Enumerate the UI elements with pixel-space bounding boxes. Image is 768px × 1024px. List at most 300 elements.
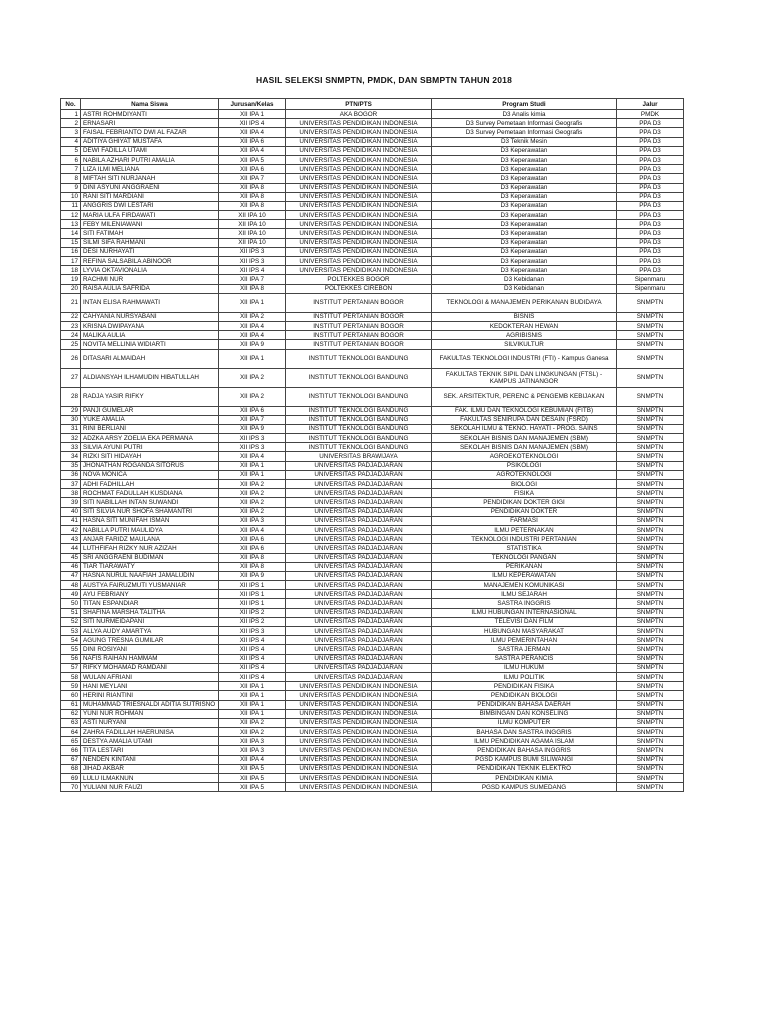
cell-jalur: SNMPTN [617,443,684,452]
cell-jalur: SNMPTN [617,672,684,681]
table-row [61,516,684,525]
cell-jalur: SNMPTN [617,599,684,608]
cell-program-studi: TEKNOLOGI & MANAJEMEN PERIKANAN BUDIDAYA [432,293,617,312]
cell-jalur: SNMPTN [617,636,684,645]
cell-no: 60 [61,691,81,700]
cell-jalur: SNMPTN [617,709,684,718]
cell-ptn-pts: INSTITUT TEKNOLOGI BANDUNG [286,434,432,443]
cell-nama-siswa: LIZA ILMI MELIANA [81,165,219,174]
cell-no: 43 [61,535,81,544]
cell-program-studi: HUBUNGAN MASYARAKAT [432,627,617,636]
cell-program-studi: PENDIDIKAN TEKNIK ELEKTRO [432,764,617,773]
cell-ptn-pts: UNIVERSITAS PENDIDIKAN INDONESIA [286,682,432,691]
cell-jurusan-kelas: XII IPS 3 [219,627,286,636]
cell-nama-siswa: YUKE AMALIA [81,415,219,424]
cell-ptn-pts: INSTITUT TEKNOLOGI BANDUNG [286,368,432,387]
cell-jalur: PPA D3 [617,192,684,201]
cell-nama-siswa: NAFIS RAIHAN HAMMAM [81,654,219,663]
cell-jurusan-kelas: XII IPA 5 [219,155,286,164]
cell-jalur: SNMPTN [617,663,684,672]
table-row [61,406,684,415]
cell-ptn-pts: UNIVERSITAS PENDIDIKAN INDONESIA [286,119,432,128]
cell-nama-siswa: ANGGRIS DWI LESTARI [81,201,219,210]
cell-jurusan-kelas: XII IPS 1 [219,581,286,590]
cell-no: 63 [61,718,81,727]
table-row [61,700,684,709]
cell-jurusan-kelas: XII IPA 2 [219,489,286,498]
cell-program-studi: ILMU HUBUNGAN INTERNASIONAL [432,608,617,617]
cell-no: 5 [61,146,81,155]
cell-ptn-pts: AKA BOGOR [286,110,432,119]
cell-no: 13 [61,220,81,229]
table-row [61,498,684,507]
cell-nama-siswa: MARIA ULFA FIRDAWATI [81,211,219,220]
table-row [61,368,684,387]
cell-jurusan-kelas: XII IPA 2 [219,368,286,387]
cell-ptn-pts: UNIVERSITAS PENDIDIKAN INDONESIA [286,155,432,164]
cell-jurusan-kelas: XII IPA 4 [219,452,286,461]
cell-jurusan-kelas: XII IPA 1 [219,470,286,479]
cell-no: 28 [61,387,81,406]
cell-no: 11 [61,201,81,210]
cell-jalur: SNMPTN [617,312,684,321]
cell-ptn-pts: UNIVERSITAS PADJADJARAN [286,507,432,516]
cell-jalur: PPA D3 [617,201,684,210]
cell-nama-siswa: RINI BERLIANI [81,424,219,433]
cell-no: 21 [61,293,81,312]
cell-jurusan-kelas: XII IPA 8 [219,192,286,201]
cell-no: 67 [61,755,81,764]
cell-program-studi: ILMU POLITIK [432,672,617,681]
cell-no: 37 [61,480,81,489]
cell-nama-siswa: KRISNA DWIPAYANA [81,321,219,330]
cell-jurusan-kelas: XII IPA 4 [219,128,286,137]
cell-nama-siswa: SITI NABILLAH INTAN SUWANDI [81,498,219,507]
cell-nama-siswa: YULIANI NUR FAUZI [81,783,219,792]
cell-jalur: SNMPTN [617,581,684,590]
cell-program-studi: BIMBINGAN DAN KONSELING [432,709,617,718]
cell-nama-siswa: WULAN AFRIANI [81,672,219,681]
cell-program-studi: D3 Survey Pemetaan Informasi Geografis [432,128,617,137]
cell-no: 38 [61,489,81,498]
cell-program-studi: SASTRA PERANCIS [432,654,617,663]
cell-ptn-pts: INSTITUT TEKNOLOGI BANDUNG [286,387,432,406]
cell-program-studi: FAKULTAS TEKNOLOGI INDUSTRI (FTI) - Kampus Ganesa [432,349,617,368]
cell-nama-siswa: TIAR TIARAWATY [81,562,219,571]
cell-ptn-pts: UNIVERSITAS PENDIDIKAN INDONESIA [286,128,432,137]
cell-program-studi: D3 Keperawatan [432,183,617,192]
cell-jurusan-kelas: XII IPA 1 [219,349,286,368]
cell-jurusan-kelas: XII IPA 6 [219,544,286,553]
cell-nama-siswa: REFINA SALSABILA ABINOOR [81,257,219,266]
cell-jalur: PMDK [617,110,684,119]
cell-ptn-pts: UNIVERSITAS PADJADJARAN [286,672,432,681]
cell-jurusan-kelas: XII IPA 7 [219,415,286,424]
cell-jurusan-kelas: XII IPS 4 [219,654,286,663]
cell-nama-siswa: ERNASARI [81,119,219,128]
cell-nama-siswa: MIFTAH SITI NURJANAH [81,174,219,183]
cell-program-studi: D3 Keperawatan [432,247,617,256]
cell-program-studi: D3 Keperawatan [432,192,617,201]
cell-nama-siswa: MALIKA AULIA [81,331,219,340]
cell-nama-siswa: RIFKY MOHAMAD RAMDANI [81,663,219,672]
cell-jalur: SNMPTN [617,682,684,691]
cell-ptn-pts: INSTITUT PERTANIAN BOGOR [286,331,432,340]
cell-jurusan-kelas: XII IPA 4 [219,146,286,155]
table-row [61,321,684,330]
cell-program-studi: ILMU KOMPUTER [432,718,617,727]
cell-jalur: PPA D3 [617,211,684,220]
table-row [61,672,684,681]
cell-jurusan-kelas: XII IPA 2 [219,498,286,507]
cell-jurusan-kelas: XII IPS 4 [219,266,286,275]
cell-jalur: SNMPTN [617,293,684,312]
cell-program-studi: PGSD KAMPUS BUMI SILIWANGI [432,755,617,764]
cell-nama-siswa: SILVIA AYUNI PUTRI [81,443,219,452]
cell-no: 47 [61,571,81,580]
table-row [61,654,684,663]
table-row [61,525,684,534]
table-row [61,562,684,571]
cell-no: 46 [61,562,81,571]
cell-program-studi: PENDIDIKAN KIMIA [432,774,617,783]
cell-nama-siswa: HERINI RIANTINI [81,691,219,700]
cell-program-studi: D3 Keperawatan [432,155,617,164]
cell-jurusan-kelas: XII IPA 4 [219,331,286,340]
cell-program-studi: D3 Survey Pemetaan Informasi Geografis [432,119,617,128]
cell-jurusan-kelas: XII IPA 5 [219,764,286,773]
cell-jalur: SNMPTN [617,746,684,755]
cell-jurusan-kelas: XII IPA 7 [219,174,286,183]
cell-no: 9 [61,183,81,192]
table-row [61,718,684,727]
cell-no: 24 [61,331,81,340]
table-row [61,507,684,516]
cell-program-studi: PENDIDIKAN BAHASA DAERAH [432,700,617,709]
cell-jalur: SNMPTN [617,718,684,727]
cell-nama-siswa: ASTI NURYANI [81,718,219,727]
cell-program-studi: SILVIKULTUR [432,340,617,349]
cell-jurusan-kelas: XII IPA 1 [219,700,286,709]
table-row [61,581,684,590]
cell-program-studi: D3 Keperawatan [432,211,617,220]
cell-jalur: PPA D3 [617,119,684,128]
cell-jurusan-kelas: XII IPA 6 [219,535,286,544]
cell-no: 30 [61,415,81,424]
table-row [61,737,684,746]
cell-jalur: SNMPTN [617,321,684,330]
table-row [61,238,684,247]
cell-nama-siswa: SILMI SIFA RAHMANI [81,238,219,247]
table-row [61,544,684,553]
cell-program-studi: D3 Keperawatan [432,257,617,266]
cell-jalur: SNMPTN [617,544,684,553]
cell-nama-siswa: DINI ASYUNI ANGGRAENI [81,183,219,192]
cell-jurusan-kelas: XII IPA 3 [219,516,286,525]
cell-no: 56 [61,654,81,663]
cell-program-studi: PGSD KAMPUS SUMEDANG [432,783,617,792]
cell-ptn-pts: UNIVERSITAS PENDIDIKAN INDONESIA [286,755,432,764]
table-row [61,165,684,174]
cell-ptn-pts: UNIVERSITAS PADJADJARAN [286,535,432,544]
table-row [61,691,684,700]
cell-jalur: SNMPTN [617,728,684,737]
cell-ptn-pts: UNIVERSITAS PADJADJARAN [286,562,432,571]
cell-jalur: SNMPTN [617,755,684,764]
cell-ptn-pts: UNIVERSITAS PADJADJARAN [286,480,432,489]
cell-program-studi: KEDOKTERAN HEWAN [432,321,617,330]
cell-program-studi: D3 Keperawatan [432,266,617,275]
table-row [61,266,684,275]
cell-jurusan-kelas: XII IPA 1 [219,461,286,470]
cell-no: 14 [61,229,81,238]
cell-program-studi: D3 Keperawatan [432,229,617,238]
cell-nama-siswa: NABILA AZHARI PUTRI AMALIA [81,155,219,164]
cell-jurusan-kelas: XII IPS 2 [219,608,286,617]
cell-ptn-pts: UNIVERSITAS PENDIDIKAN INDONESIA [286,247,432,256]
header-nama-siswa: Nama Siswa [81,99,219,110]
cell-no: 42 [61,525,81,534]
cell-jalur: SNMPTN [617,562,684,571]
cell-jalur: SNMPTN [617,571,684,580]
cell-program-studi: BIOLOGI [432,480,617,489]
cell-jalur: SNMPTN [617,480,684,489]
cell-ptn-pts: INSTITUT PERTANIAN BOGOR [286,312,432,321]
cell-nama-siswa: FEBY MILENIAWANI [81,220,219,229]
table-row [61,119,684,128]
cell-ptn-pts: UNIVERSITAS PENDIDIKAN INDONESIA [286,700,432,709]
cell-jalur: SNMPTN [617,654,684,663]
cell-jurusan-kelas: XII IPA 9 [219,340,286,349]
cell-jalur: SNMPTN [617,627,684,636]
cell-nama-siswa: ANJAR FARIDZ MAULANA [81,535,219,544]
table-row [61,247,684,256]
cell-program-studi: FAKULTAS TEKNIK SIPIL DAN LINGKUNGAN (FTSL) - KAMPUS JATINANGOR [432,368,617,387]
cell-jurusan-kelas: XII IPS 4 [219,663,286,672]
cell-no: 34 [61,452,81,461]
table-row [61,764,684,773]
cell-nama-siswa: CAHYANIA NURSYABANI [81,312,219,321]
cell-program-studi: BAHASA DAN SASTRA INGGRIS [432,728,617,737]
cell-nama-siswa: AYU FEBRIANY [81,590,219,599]
cell-no: 6 [61,155,81,164]
table-row [61,192,684,201]
cell-jalur: SNMPTN [617,452,684,461]
cell-jalur: PPA D3 [617,220,684,229]
table-row [61,284,684,293]
cell-program-studi: ILMU PENDIDIKAN AGAMA ISLAM [432,737,617,746]
cell-jurusan-kelas: XII IPA 2 [219,728,286,737]
cell-no: 35 [61,461,81,470]
cell-jurusan-kelas: XII IPA 1 [219,691,286,700]
table-row [61,137,684,146]
cell-jalur: SNMPTN [617,645,684,654]
cell-program-studi: ILMU PETERNAKAN [432,525,617,534]
cell-ptn-pts: UNIVERSITAS PENDIDIKAN INDONESIA [286,174,432,183]
cell-no: 69 [61,774,81,783]
cell-ptn-pts: UNIVERSITAS PADJADJARAN [286,654,432,663]
cell-nama-siswa: HASNA SITI MUNIFAH ISMAN [81,516,219,525]
cell-jalur: SNMPTN [617,489,684,498]
cell-program-studi: TEKNOLOGI PANGAN [432,553,617,562]
cell-ptn-pts: UNIVERSITAS PENDIDIKAN INDONESIA [286,774,432,783]
table-row [61,535,684,544]
cell-nama-siswa: RAISA AULIA SAFRIDA [81,284,219,293]
table-row [61,627,684,636]
cell-nama-siswa: HANI MEYLANI [81,682,219,691]
cell-ptn-pts: UNIVERSITAS PADJADJARAN [286,645,432,654]
cell-jalur: SNMPTN [617,387,684,406]
table-row [61,183,684,192]
cell-jalur: SNMPTN [617,525,684,534]
cell-program-studi: PENDIDIKAN FISIKA [432,682,617,691]
cell-ptn-pts: UNIVERSITAS PADJADJARAN [286,525,432,534]
cell-jurusan-kelas: XII IPA 8 [219,553,286,562]
cell-program-studi: PENDIDIKAN DOKTER GIGI [432,498,617,507]
table-row [61,590,684,599]
cell-jalur: PPA D3 [617,183,684,192]
cell-nama-siswa: DESI NURHAYATI [81,247,219,256]
cell-ptn-pts: UNIVERSITAS PENDIDIKAN INDONESIA [286,165,432,174]
cell-jurusan-kelas: XII IPS 4 [219,672,286,681]
cell-no: 16 [61,247,81,256]
cell-jurusan-kelas: XII IPA 2 [219,507,286,516]
table-row [61,755,684,764]
cell-nama-siswa: AGUNG TRESNA GUMILAR [81,636,219,645]
cell-jurusan-kelas: XII IPA 5 [219,774,286,783]
table-row [61,443,684,452]
cell-program-studi: ILMU PEMERINTAHAN [432,636,617,645]
cell-nama-siswa: LYVIA OKTAVIONALIA [81,266,219,275]
table-row [61,461,684,470]
table-row [61,312,684,321]
cell-ptn-pts: UNIVERSITAS PENDIDIKAN INDONESIA [286,229,432,238]
cell-program-studi: SEKOLAH BISNIS DAN MANAJEMEN (SBM) [432,443,617,452]
cell-jurusan-kelas: XII IPA 2 [219,387,286,406]
cell-no: 20 [61,284,81,293]
table-header-row [61,99,684,110]
cell-jurusan-kelas: XII IPA 7 [219,275,286,284]
cell-ptn-pts: UNIVERSITAS PENDIDIKAN INDONESIA [286,266,432,275]
header-program-studi: Program Studi [432,99,617,110]
cell-ptn-pts: INSTITUT TEKNOLOGI BANDUNG [286,349,432,368]
cell-ptn-pts: UNIVERSITAS PENDIDIKAN INDONESIA [286,238,432,247]
cell-program-studi: ILMU HUKUM [432,663,617,672]
cell-ptn-pts: UNIVERSITAS PENDIDIKAN INDONESIA [286,728,432,737]
cell-jurusan-kelas: XII IPA 1 [219,110,286,119]
cell-jalur: PPA D3 [617,229,684,238]
cell-ptn-pts: UNIVERSITAS PADJADJARAN [286,553,432,562]
cell-program-studi: PERIKANAN [432,562,617,571]
cell-nama-siswa: YUNI NUR ROHMAN [81,709,219,718]
cell-no: 58 [61,672,81,681]
table-row [61,470,684,479]
cell-jalur: PPA D3 [617,128,684,137]
cell-ptn-pts: POLTEKKES CIREBON [286,284,432,293]
cell-jurusan-kelas: XII IPA 5 [219,783,286,792]
cell-no: 29 [61,406,81,415]
cell-jalur: SNMPTN [617,415,684,424]
cell-program-studi: STATISTIKA [432,544,617,553]
table-row [61,636,684,645]
cell-ptn-pts: UNIVERSITAS PENDIDIKAN INDONESIA [286,737,432,746]
table-row [61,146,684,155]
cell-jalur: SNMPTN [617,764,684,773]
cell-ptn-pts: UNIVERSITAS PADJADJARAN [286,571,432,580]
cell-jurusan-kelas: XII IPA 8 [219,562,286,571]
cell-ptn-pts: UNIVERSITAS PADJADJARAN [286,608,432,617]
table-row [61,553,684,562]
cell-jalur: SNMPTN [617,331,684,340]
cell-nama-siswa: TITA LESTARI [81,746,219,755]
cell-nama-siswa: DEWI FADILLA UTAMI [81,146,219,155]
cell-jurusan-kelas: XII IPA 2 [219,480,286,489]
cell-jurusan-kelas: XII IPA 9 [219,424,286,433]
cell-ptn-pts: UNIVERSITAS PADJADJARAN [286,461,432,470]
cell-ptn-pts: UNIVERSITAS PADJADJARAN [286,470,432,479]
cell-nama-siswa: SRI ANGGRAENI BUDIMAN [81,553,219,562]
cell-no: 61 [61,700,81,709]
cell-no: 59 [61,682,81,691]
cell-no: 19 [61,275,81,284]
cell-program-studi: D3 Keperawatan [432,201,617,210]
cell-jalur: SNMPTN [617,700,684,709]
cell-jurusan-kelas: XII IPA 8 [219,284,286,293]
table-row [61,424,684,433]
cell-ptn-pts: UNIVERSITAS PENDIDIKAN INDONESIA [286,220,432,229]
cell-program-studi: FISIKA [432,489,617,498]
cell-ptn-pts: UNIVERSITAS PENDIDIKAN INDONESIA [286,192,432,201]
cell-jalur: SNMPTN [617,516,684,525]
cell-jalur: PPA D3 [617,257,684,266]
cell-program-studi: D3 Keperawatan [432,238,617,247]
cell-no: 55 [61,645,81,654]
cell-ptn-pts: INSTITUT PERTANIAN BOGOR [286,293,432,312]
cell-nama-siswa: LULU ILMAKNUN [81,774,219,783]
header-ptn-pts: PTN/PTS [286,99,432,110]
cell-no: 26 [61,349,81,368]
cell-ptn-pts: UNIVERSITAS PADJADJARAN [286,663,432,672]
table-row [61,608,684,617]
cell-jalur: SNMPTN [617,774,684,783]
cell-ptn-pts: UNIVERSITAS PENDIDIKAN INDONESIA [286,783,432,792]
cell-nama-siswa: RADJA YASIR RIFKY [81,387,219,406]
cell-program-studi: SASTRA INGGRIS [432,599,617,608]
cell-jurusan-kelas: XII IPA 6 [219,165,286,174]
cell-nama-siswa: ALDIANSYAH ILHAMUDIN HIBATULLAH [81,368,219,387]
cell-program-studi: PENDIDIKAN BIOLOGI [432,691,617,700]
cell-no: 51 [61,608,81,617]
cell-ptn-pts: INSTITUT PERTANIAN BOGOR [286,321,432,330]
cell-program-studi: SEKOLAH ILMU & TEKNO. HAYATI - PROG. SAINS [432,424,617,433]
header-no: No. [61,99,81,110]
cell-nama-siswa: MUHAMMAD TRIESNALDI ADITIA SUTRISNO [81,700,219,709]
table-row [61,220,684,229]
table-row [61,201,684,210]
table-row [61,275,684,284]
cell-jalur: PPA D3 [617,266,684,275]
table-row [61,746,684,755]
cell-program-studi: D3 Keperawatan [432,146,617,155]
cell-jurusan-kelas: XII IPS 3 [219,247,286,256]
cell-nama-siswa: TITAN ESPANDIAR [81,599,219,608]
cell-nama-siswa: ASTRI ROHMDIYANTI [81,110,219,119]
table-row [61,293,684,312]
cell-jurusan-kelas: XII IPA 8 [219,183,286,192]
cell-no: 57 [61,663,81,672]
cell-no: 45 [61,553,81,562]
cell-jalur: SNMPTN [617,507,684,516]
